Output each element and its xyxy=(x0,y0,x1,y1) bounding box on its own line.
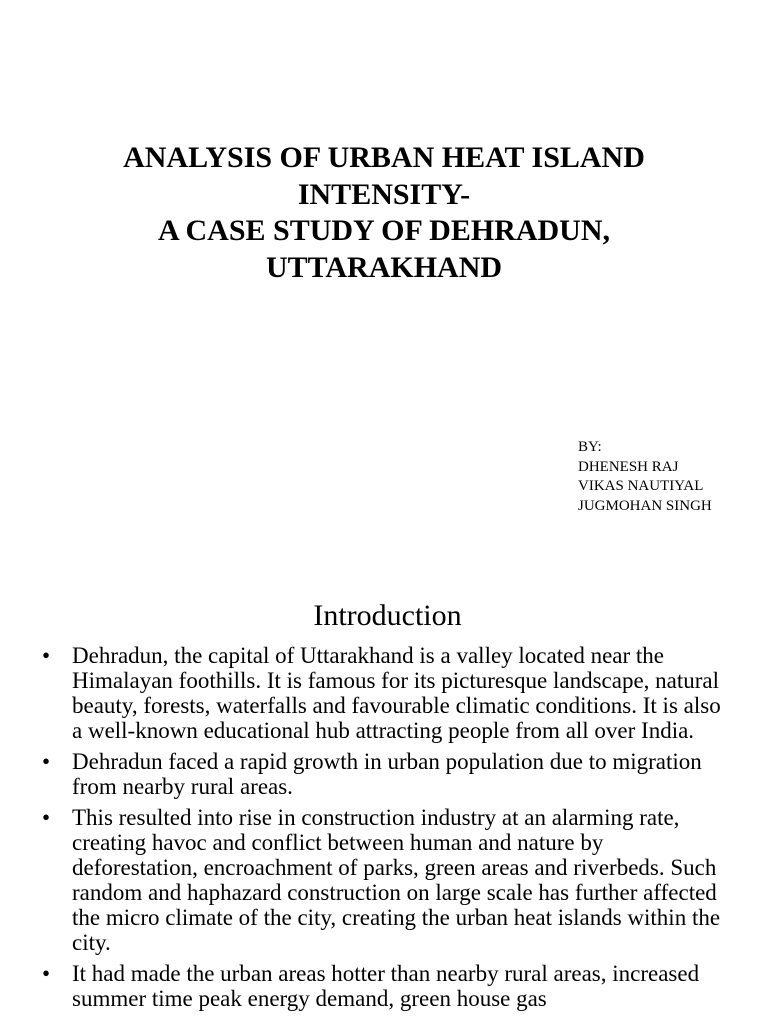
bullet-text: Dehradun, the capital of Uttarakhand is a valley located near the Himalayan foothills. It is famous for its picturesque landscape, natural beauty, forests, waterfalls and favourable climatic conditions. It is also a well-known educational hub attracting people from all over India. xyxy=(72,643,721,743)
introduction-slide xyxy=(0,580,768,1024)
bullet-list xyxy=(42,643,732,1017)
bullet-icon: • xyxy=(42,749,51,774)
bullet-item xyxy=(42,805,732,955)
title-line-4: UTTARAKHAND xyxy=(265,250,503,284)
intro-heading: Introduction xyxy=(313,599,462,632)
title-line-2: INTENSITY- xyxy=(297,177,471,211)
authors-label: BY: xyxy=(578,439,602,455)
title-line-3: A CASE STUDY OF DEHRADUN, xyxy=(158,214,610,247)
title-line-1: ANALYSIS OF URBAN HEAT ISLAND xyxy=(123,141,645,174)
bullet-item xyxy=(42,961,732,1011)
bullet-icon: • xyxy=(42,643,51,668)
bullet-text: Dehradun faced a rapid growth in urban population due to migration from nearby rural areas. xyxy=(72,749,702,799)
author-name: VIKAS NAUTIYAL xyxy=(578,478,704,494)
bullet-icon: • xyxy=(42,961,51,986)
presentation-title xyxy=(0,140,768,286)
bullet-item xyxy=(42,643,732,743)
authors-block xyxy=(578,438,712,516)
bullet-icon: • xyxy=(42,805,51,830)
bullet-text: This resulted into rise in construction industry at an alarming rate, creating havoc and conflict between human and nature by deforestation, encroachment of parks, green areas and riverbeds. Such random and haphazard construction on large scale has further affected the micro climate of the city, creating the urban heat islands within the city. xyxy=(72,805,721,955)
author-name: JUGMOHAN SINGH xyxy=(578,497,712,514)
bullet-text: It had made the urban areas hotter than nearby rural areas, increased summer time peak energy demand, green house gas xyxy=(72,961,700,1011)
bullet-item xyxy=(42,749,732,799)
author-name: DHENESH RAJ xyxy=(578,458,679,475)
